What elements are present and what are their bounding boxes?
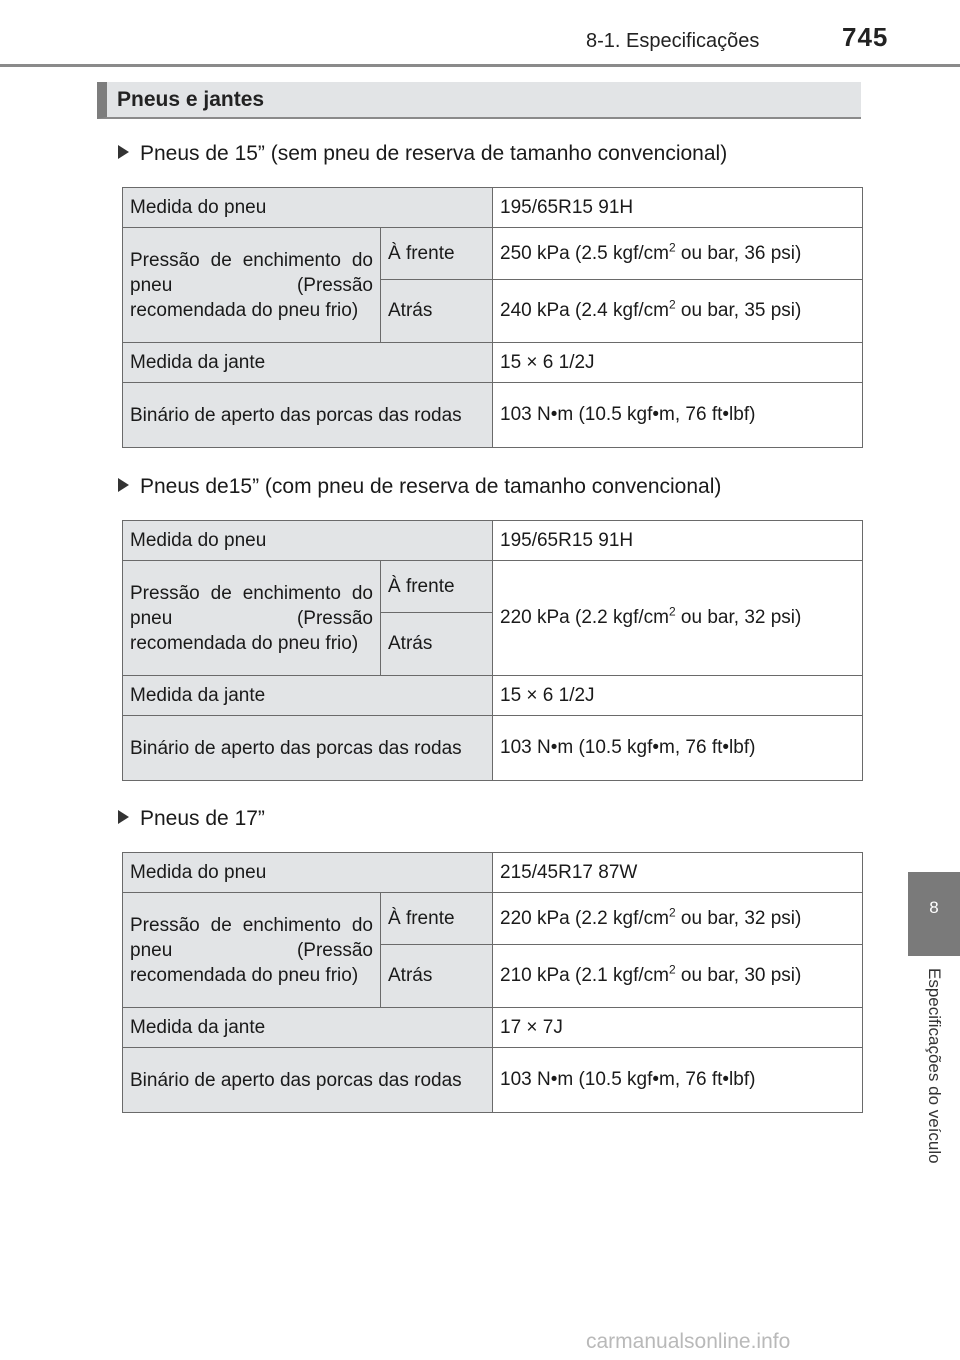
table-heading: Pneus de 15” (sem pneu de reserva de tamanho convencional) — [118, 142, 727, 166]
tire-size-value: 195/65R15 91H — [493, 521, 863, 561]
torque-label: Binário de aperto das porcas das rodas — [123, 1048, 493, 1113]
triangle-bullet-icon — [118, 810, 129, 824]
torque-value: 103 N•m (10.5 kgf•m, 76 ft•lbf) — [493, 1048, 863, 1113]
front-label: À frente — [381, 561, 493, 613]
tire-size-label: Medida do pneu — [123, 853, 493, 893]
tire-size-value: 215/45R17 87W — [493, 853, 863, 893]
section-title: Pneus e jantes — [97, 82, 861, 119]
tire-size-label: Medida do pneu — [123, 188, 493, 228]
torque-label: Binário de aperto das porcas das rodas — [123, 716, 493, 781]
watermark: carmanualsonline.info — [586, 1330, 791, 1353]
chapter-tab-label: Especificações do veículo — [925, 968, 944, 1164]
tire-spec-table — [122, 187, 863, 448]
wheel-size-value: 17 × 7J — [493, 1008, 863, 1048]
header-rule — [0, 64, 960, 67]
triangle-bullet-icon — [118, 478, 129, 492]
tire-size-label: Medida do pneu — [123, 521, 493, 561]
triangle-bullet-icon — [118, 145, 129, 159]
torque-value: 103 N•m (10.5 kgf•m, 76 ft•lbf) — [493, 716, 863, 781]
rear-pressure-value: 210 kPa (2.1 kgf/$cm^2$ ou bar, 30 psi) — [493, 945, 863, 1008]
wheel-size-label: Medida da jante — [123, 343, 493, 383]
front-label: À frente — [381, 228, 493, 280]
wheel-size-label: Medida da jante — [123, 1008, 493, 1048]
page-header-section: 8-1. Especificações — [586, 30, 760, 52]
front-label: À frente — [381, 893, 493, 945]
tire-spec-table — [122, 852, 863, 1113]
page-number: 745 — [842, 22, 889, 52]
rear-pressure-value: 240 kPa (2.4 kgf/$cm^2$ ou bar, 35 psi) — [493, 280, 863, 343]
rear-label: Atrás — [381, 613, 493, 676]
tire-spec-table — [122, 520, 863, 781]
pressure-value: 220 kPa (2.2 kgf/$cm^2$ ou bar, 32 psi) — [493, 561, 863, 676]
torque-label: Binário de aperto das porcas das rodas — [123, 383, 493, 448]
pressure-label: Pressão de enchimento do pneu (Pressão recomendada do pneu frio) — [123, 228, 381, 343]
rear-label: Atrás — [381, 280, 493, 343]
wheel-size-value: 15 × 6 1/2J — [493, 343, 863, 383]
table-heading: Pneus de 17” — [118, 807, 265, 831]
pressure-label: Pressão de enchimento do pneu (Pressão recomendada do pneu frio) — [123, 561, 381, 676]
front-pressure-value: 250 kPa (2.5 kgf/$cm^2$ ou bar, 36 psi) — [493, 228, 863, 280]
rear-label: Atrás — [381, 945, 493, 1008]
tire-size-value: 195/65R15 91H — [493, 188, 863, 228]
pressure-label: Pressão de enchimento do pneu (Pressão recomendada do pneu frio) — [123, 893, 381, 1008]
wheel-size-value: 15 × 6 1/2J — [493, 676, 863, 716]
table-heading: Pneus de15” (com pneu de reserva de tamanho convencional) — [118, 475, 721, 499]
wheel-size-label: Medida da jante — [123, 676, 493, 716]
chapter-tab[interactable]: 8 — [908, 872, 960, 956]
front-pressure-value: 220 kPa (2.2 kgf/$cm^2$ ou bar, 32 psi) — [493, 893, 863, 945]
torque-value: 103 N•m (10.5 kgf•m, 76 ft•lbf) — [493, 383, 863, 448]
